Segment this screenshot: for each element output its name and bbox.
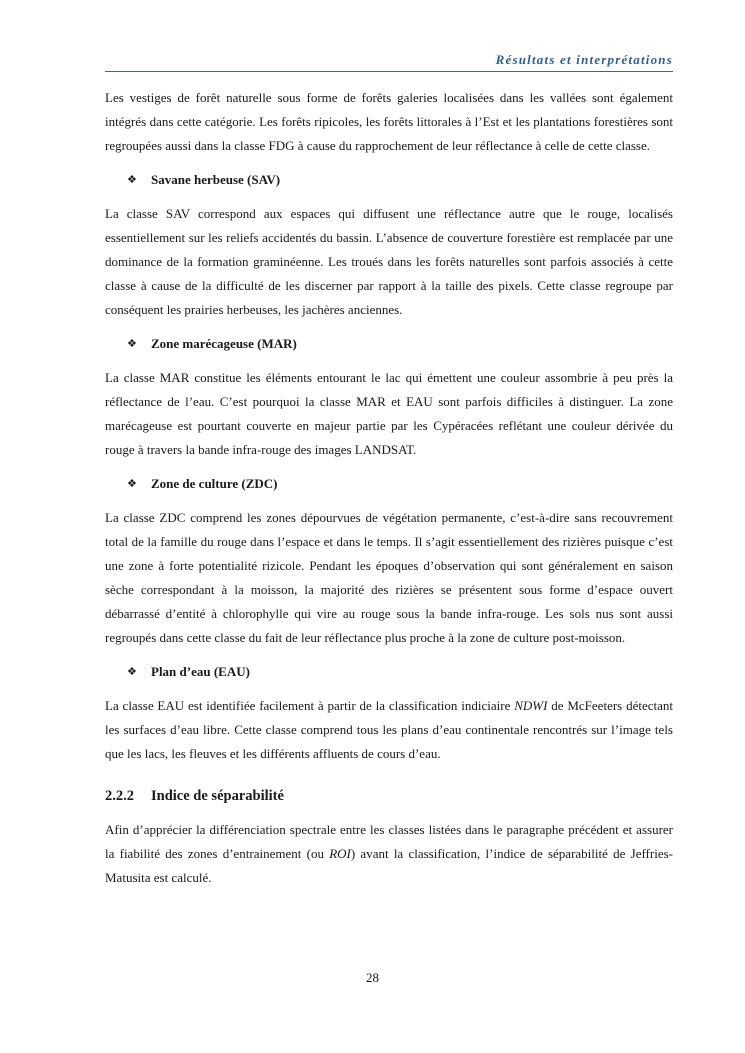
paragraph-separability xyxy=(105,818,673,890)
paragraph-text: La classe EAU est identifiée facilement à partir de la classification indiciaire xyxy=(105,698,515,713)
bullet-heading-savane xyxy=(127,168,673,192)
roi-term: ROI xyxy=(329,846,351,861)
paragraph-text: de McFeeters détectant les surfaces d’eau libre. Cette classe comprend tous les plans d’eau continentale rencontrés sur l’image tels que les lacs, les fleuves et les différents affluents de cours d’eau. xyxy=(105,698,673,761)
bullet-heading-eau xyxy=(127,660,673,684)
bullet-heading-label: Zone de culture (ZDC) xyxy=(151,476,278,491)
bullet-heading-label: Savane herbeuse (SAV) xyxy=(151,172,281,187)
section-title: Indice de séparabilité xyxy=(151,788,284,804)
bullet-heading-culture xyxy=(127,472,673,496)
ndwi-term: NDWI xyxy=(514,698,548,713)
paragraph-forest-remnants: Les vestiges de forêt naturelle sous forme de forêts galeries localisées dans les vallées sont également intégrés dans cette catégorie. Les forêts ripicoles, les forêts littorales à l’Est et les plantations forestières sont regroupées aussi dans la classe FDG à cause du rapprochement de leur réflectance à celle de cette classe. xyxy=(105,90,673,153)
paragraph-eau xyxy=(105,694,673,766)
section-heading xyxy=(105,784,673,808)
diamond-bullet-icon: ❖ xyxy=(127,174,137,186)
header-rule xyxy=(105,71,673,72)
bullet-heading-label: Zone marécageuse (MAR) xyxy=(151,336,297,351)
diamond-bullet-icon: ❖ xyxy=(127,666,137,678)
page-content xyxy=(105,86,673,900)
running-header-title: Résultats et interprétations xyxy=(495,52,673,67)
paragraph-sav: La classe SAV correspond aux espaces qui diffusent une réflectance autre que le rouge, localisés essentiellement sur les reliefs accidentés du bassin. L’absence de couverture forestière est remplacée par une dominance de la formation graminéenne. Les troués dans les forêts naturelles sont parfois associés à cette classe à cause de la difficulté de les discerner par rapport à la taille des pixels. Cette classe regroupe par conséquent les prairies herbeuses, les jachères anciennes. xyxy=(105,206,673,317)
diamond-bullet-icon: ❖ xyxy=(127,338,137,350)
section-number: 2.2.2 xyxy=(105,788,134,804)
bullet-heading-marecageuse xyxy=(127,332,673,356)
paragraph-text: ) avant la classification, l’indice de séparabilité de Jeffries-Matusita est calculé. xyxy=(105,846,673,885)
paragraph-text: Afin d’apprécier la différenciation spectrale entre les classes listées dans le paragraphe précédent et assurer la fiabilité des zones d’entrainement (ou xyxy=(105,822,673,861)
diamond-bullet-icon: ❖ xyxy=(127,478,137,490)
page-number: 28 xyxy=(366,970,379,985)
bullet-heading-label: Plan d’eau (EAU) xyxy=(151,664,250,679)
paragraph-zdc: La classe ZDC comprend les zones dépourvues de végétation permanente, c’est-à-dire sans recouvrement total de la famille du rouge dans l’espace et dans le temps. Il s’agit essentiellement des rizières puisque c’est une zone à forte potentialité rizicole. Pendant les époques d’observation qui sont généralement en saison sèche correspondant à la moisson, la majorité des rizières se présentent sous forme d’espace ouvert débarrassé d’entité à chlorophylle qui vire au rouge sous la bande infra-rouge. Les sols nus sont aussi regroupés dans cette classe du fait de leur réflectance plus proche à la zone de culture post-moisson. xyxy=(105,510,673,645)
paragraph-mar: La classe MAR constitue les éléments entourant le lac qui émettent une couleur assombrie à peu près la réflectance de l’eau. C’est pourquoi la classe MAR et EAU sont parfois difficiles à distinguer. La zone marécageuse est pourtant couverte en majeur partie par les Cypéracées reflétant une couleur dérivée du rouge à travers la bande infra-rouge des images LANDSAT. xyxy=(105,370,673,457)
